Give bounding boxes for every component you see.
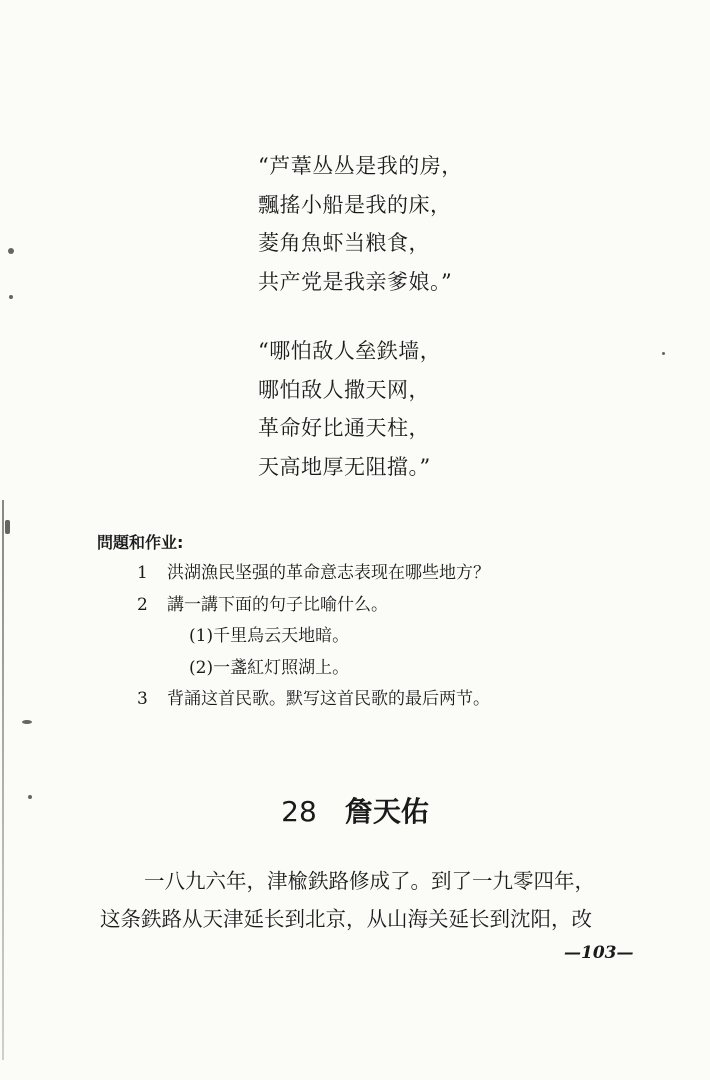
poem-line: 哪怕敌人撒天网，	[258, 377, 430, 402]
poem-line: 菱角魚虾当粮食，	[258, 231, 430, 255]
question-text: 講一講下面的句子比喻什么。	[167, 594, 388, 615]
poem-line: 革命好比通天柱，	[258, 416, 430, 440]
question-text: 背誦这首民歌。默写这首民歌的最后两节。	[167, 689, 490, 709]
poem-line: “哪怕敌人垒鉄墙，	[258, 339, 442, 363]
question-item	[137, 590, 490, 622]
question-subitem: (1)千里烏云天地暗。	[189, 626, 350, 646]
poem-stanza-2	[258, 332, 441, 486]
body-line: 一八九六年，津楡鉄路修成了。到了一九零四年，	[144, 869, 595, 893]
question-item	[137, 558, 490, 590]
page-number: —103—	[564, 943, 634, 963]
ink-speck	[22, 720, 32, 724]
body-line: 这条鉄路从天津延长到北京，从山海关延长到沈阳，改	[100, 907, 592, 931]
poem-line: 共产党是我亲爹娘。”	[258, 269, 453, 294]
poem-line: “芦葦丛丛是我的房，	[258, 154, 463, 178]
poem-line: 天高地厚无阻擋。”	[258, 454, 431, 479]
questions-heading: 問題和作业:	[97, 533, 184, 552]
poem-line: 飄搖小船是我的床，	[258, 192, 452, 217]
ink-speck	[9, 295, 13, 299]
ink-speck	[8, 248, 14, 254]
lesson-number: 28	[281, 795, 317, 828]
ink-speck	[662, 352, 665, 355]
lesson-name: 詹天佑	[344, 795, 429, 828]
question-number: 3	[137, 689, 148, 709]
binding-edge	[2, 500, 4, 1060]
question-item	[137, 684, 490, 716]
question-subitem: (2)一盞紅灯照湖上。	[189, 657, 350, 678]
poem-stanza-1	[258, 147, 463, 301]
lesson-title	[0, 790, 710, 830]
question-number: 1	[137, 563, 148, 583]
questions-list	[137, 558, 490, 716]
question-text: 洪湖漁民坚强的革命意志表现在哪些地方？	[167, 563, 490, 583]
body-paragraph	[100, 862, 640, 938]
question-number: 2	[137, 594, 148, 615]
ink-speck	[5, 520, 10, 534]
